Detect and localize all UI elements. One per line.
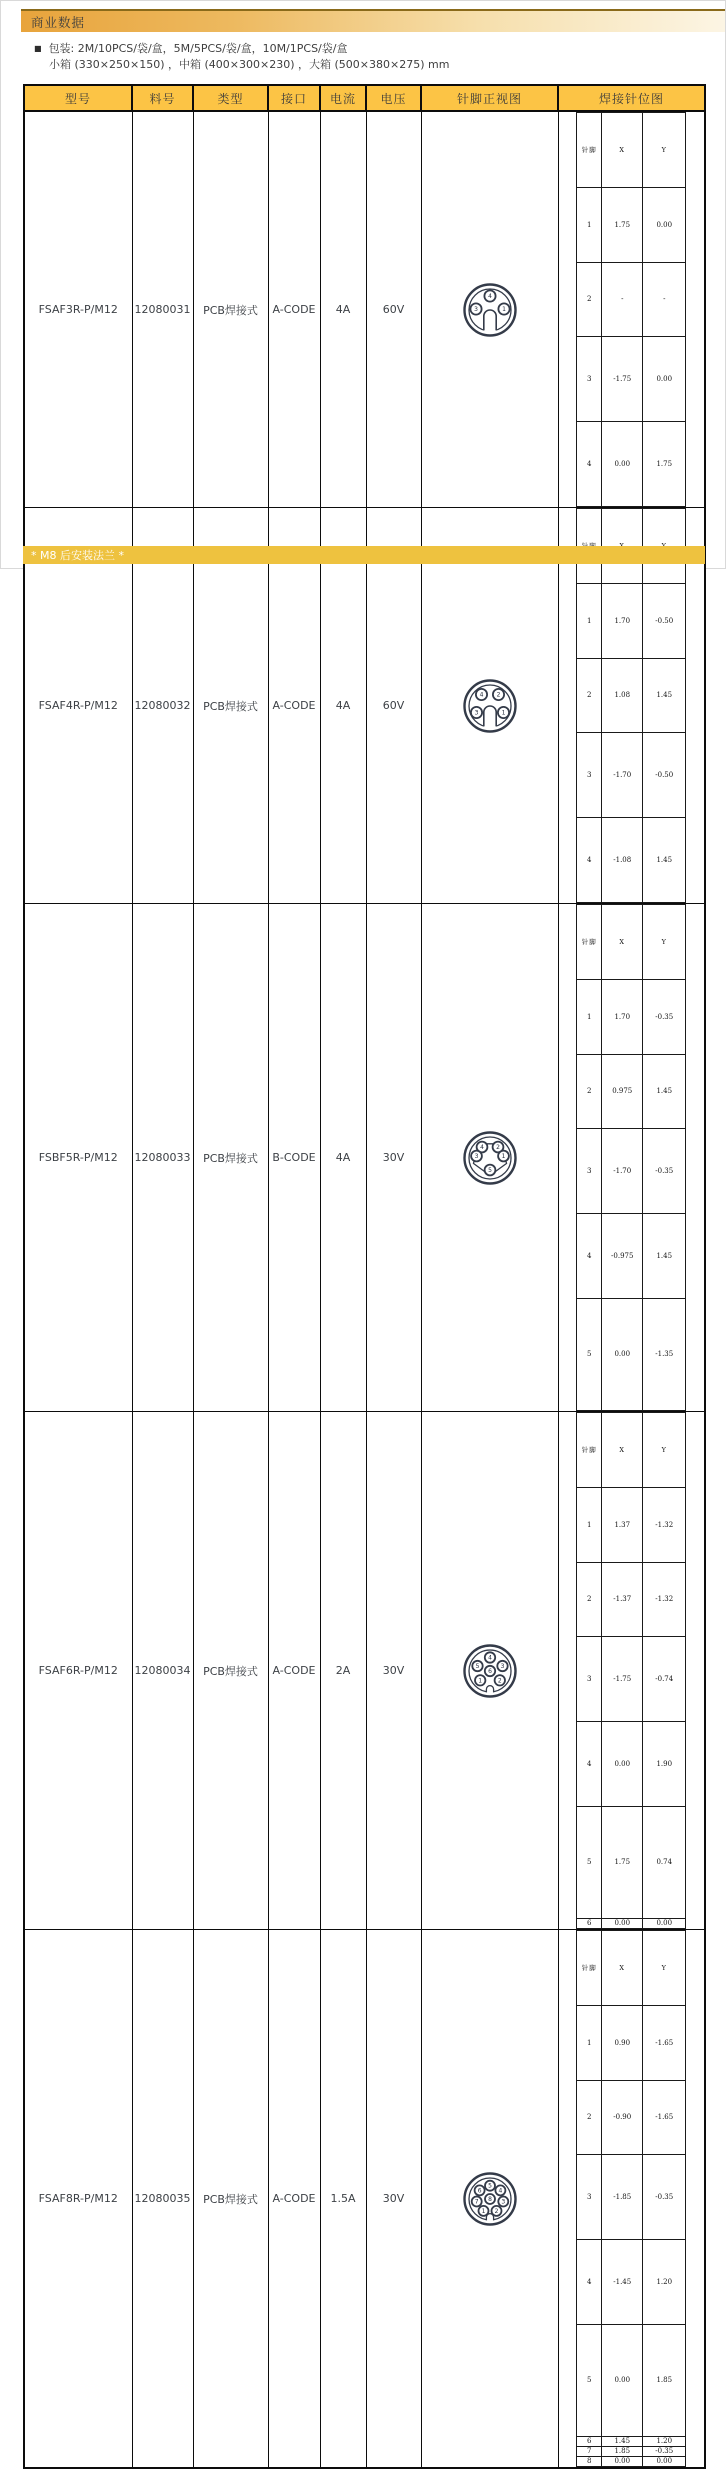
svg-text:3: 3 [473, 305, 478, 313]
pin-table-cell: - [602, 263, 643, 337]
svg-text:3: 3 [474, 1152, 478, 1160]
svg-text:2: 2 [497, 1676, 502, 1684]
pin-table-cell: 1.08 [602, 659, 643, 733]
pin-table-header: Y [643, 1413, 686, 1488]
pin-table-header: 针脚 [577, 905, 602, 980]
svg-text:5: 5 [487, 2182, 492, 2190]
pin-table-cell: -0.35 [643, 2155, 686, 2240]
pin-table-cell: -1.37 [602, 1563, 643, 1637]
pin-table-cell: -1.32 [643, 1488, 686, 1563]
model-cell: FSAF6R-P/M12 [24, 1412, 132, 1930]
pin-front-view-cell [421, 111, 558, 508]
pin-table-cell: 1.37 [602, 1488, 643, 1563]
pin-table-cell: 2 [577, 2081, 602, 2155]
table-row [24, 1930, 705, 2469]
pin-table-row [577, 188, 686, 263]
pin-table-cell: 4 [577, 2240, 602, 2325]
pin-table-cell: 1.45 [602, 2437, 643, 2447]
pin-table-cell: 0.00 [643, 1919, 686, 1929]
pin-table-cell: -0.35 [643, 2447, 686, 2457]
interface-cell: A-CODE [268, 1930, 320, 2469]
pin-table-cell: 0.00 [602, 1299, 643, 1411]
model-cell: FSAF8R-P/M12 [24, 1930, 132, 2469]
footer-note: * M8 后安装法兰 * [31, 549, 124, 562]
pin-table-cell: -1.85 [602, 2155, 643, 2240]
pin-table-cell: 4 [577, 1214, 602, 1299]
pin-table-header: 针脚 [577, 1931, 602, 2006]
solder-pin-map-cell [558, 111, 705, 508]
pin-table-row [577, 1919, 686, 1929]
pin-table-row [577, 1214, 686, 1299]
model-cell: FSAF4R-P/M12 [24, 508, 132, 904]
table-row [24, 508, 705, 904]
pin-table-cell: -1.35 [643, 1299, 686, 1411]
pin-table-cell: -1.32 [643, 1563, 686, 1637]
svg-text:6: 6 [487, 1667, 492, 1675]
pin-front-view-diagram [457, 1125, 523, 1191]
interface-cell: B-CODE [268, 904, 320, 1412]
footer-note-bar [23, 546, 705, 564]
svg-text:3: 3 [474, 709, 478, 716]
pin-table-cell: 6 [577, 1919, 602, 1929]
pin-table-cell: 3 [577, 2155, 602, 2240]
interface-cell: A-CODE [268, 1412, 320, 1930]
pin-table-header: 针脚 [577, 113, 602, 188]
pin-table-cell: -0.50 [643, 733, 686, 818]
pin-table-cell: -0.90 [602, 2081, 643, 2155]
pin-table-cell: 0.00 [643, 2457, 686, 2467]
pin-table-cell: 0.00 [602, 1722, 643, 1807]
pin-table-cell: 1.75 [602, 188, 643, 263]
pin-table-cell: 1 [577, 1488, 602, 1563]
pin-table-row [577, 1488, 686, 1563]
solder-pin-table [576, 904, 686, 1411]
pin-table-header: Y [643, 113, 686, 188]
pin-table-cell: 1.85 [602, 2447, 643, 2457]
svg-text:1: 1 [477, 1676, 482, 1684]
pin-table-header: 针脚 [577, 1413, 602, 1488]
pin-table-cell: 0.00 [602, 422, 643, 507]
interface-cell: A-CODE [268, 111, 320, 508]
pin-table-cell: 1.85 [643, 2325, 686, 2437]
part-number-cell: 12080033 [132, 904, 193, 1412]
pin-table-cell: 2 [577, 263, 602, 337]
pin-table-cell: -1.45 [602, 2240, 643, 2325]
part-number-cell: 12080035 [132, 1930, 193, 2469]
column-header: 电压 [366, 85, 421, 111]
svg-text:2: 2 [494, 2207, 498, 2215]
pin-table-cell: 3 [577, 733, 602, 818]
pin-table-cell: 3 [577, 337, 602, 422]
svg-text:6: 6 [477, 2186, 482, 2194]
pin-table-row [577, 980, 686, 1055]
pin-table-cell: -1.70 [602, 1129, 643, 1214]
pin-table-cell: 5 [577, 1807, 602, 1919]
type-cell: PCB焊接式 [193, 1412, 268, 1930]
spec-table-header-row [24, 85, 705, 111]
column-header: 针脚正视图 [421, 85, 558, 111]
pin-table-cell: 4 [577, 818, 602, 903]
type-cell: PCB焊接式 [193, 1930, 268, 2469]
type-cell: PCB焊接式 [193, 904, 268, 1412]
solder-pin-map-cell [558, 1412, 705, 1930]
solder-pin-table [576, 1412, 686, 1929]
pin-table-cell: 1.20 [643, 2437, 686, 2447]
column-header: 型号 [24, 85, 132, 111]
svg-text:4: 4 [497, 2186, 502, 2194]
pin-table-cell: 7 [577, 2447, 602, 2457]
pin-table-header: Y [643, 905, 686, 980]
solder-pin-table [576, 1930, 686, 2467]
pin-table-header: X [602, 1931, 643, 2006]
pin-table-row [577, 2240, 686, 2325]
pin-table-cell: -1.08 [602, 818, 643, 903]
solder-pin-table [576, 112, 686, 507]
current-cell: 4A [320, 111, 366, 508]
pin-table-row [577, 733, 686, 818]
pin-table-cell: 5 [577, 1299, 602, 1411]
pin-table-cell: 2 [577, 1055, 602, 1129]
svg-text:4: 4 [487, 1654, 492, 1661]
pin-table-cell: 1 [577, 188, 602, 263]
pin-table-cell: 4 [577, 422, 602, 507]
square-bullet-icon: ■ [34, 44, 42, 53]
packaging-line-1 [34, 41, 449, 57]
pin-table-cell: 1.75 [643, 422, 686, 507]
voltage-cell: 60V [366, 111, 421, 508]
pin-table-row [577, 2447, 686, 2457]
svg-text:5: 5 [475, 1662, 479, 1670]
svg-text:8: 8 [487, 2195, 492, 2203]
pin-front-view-cell [421, 904, 558, 1412]
pin-table-cell: 0.90 [602, 2006, 643, 2081]
pin-table-row [577, 263, 686, 337]
pin-table-row [577, 584, 686, 659]
svg-text:4: 4 [479, 1143, 484, 1151]
pin-table-row [577, 1722, 686, 1807]
pin-table-cell: 1 [577, 980, 602, 1055]
voltage-cell: 30V [366, 1412, 421, 1930]
svg-text:2: 2 [496, 691, 500, 698]
pin-table-cell: 3 [577, 1129, 602, 1214]
pin-table-header: X [602, 905, 643, 980]
packaging-text-1: 包装: 2M/10PCS/袋/盒，5M/5PCS/袋/盒，10M/1PCS/袋/盒 [48, 42, 348, 55]
pin-table-row [577, 337, 686, 422]
pin-front-view-diagram [457, 673, 523, 739]
current-cell: 4A [320, 904, 366, 1412]
pin-table-cell: 0.00 [643, 337, 686, 422]
packaging-info [34, 41, 449, 73]
packaging-text-2: 小箱 (330×250×150) ，中箱 (400×300×230) ，大箱 (500×380×275) mm [49, 58, 450, 71]
svg-text:3: 3 [500, 1662, 504, 1670]
column-header: 焊接针位图 [558, 85, 705, 111]
pin-table-cell: 0.00 [602, 2325, 643, 2437]
current-cell: 4A [320, 508, 366, 904]
pin-table-cell: 1.90 [643, 1722, 686, 1807]
voltage-cell: 60V [366, 508, 421, 904]
svg-text:5: 5 [487, 1166, 492, 1174]
interface-cell: A-CODE [268, 508, 320, 904]
current-cell: 2A [320, 1412, 366, 1930]
pin-table-cell: 6 [577, 2437, 602, 2447]
pin-table-cell: 1.45 [643, 1214, 686, 1299]
pin-table-cell: -0.35 [643, 980, 686, 1055]
pin-table-cell: 2 [577, 659, 602, 733]
svg-text:4: 4 [479, 691, 483, 698]
pin-table-cell: 3 [577, 1637, 602, 1722]
pin-table-cell: 0.00 [643, 188, 686, 263]
pin-table-cell: 1.75 [602, 1807, 643, 1919]
svg-text:4: 4 [487, 292, 492, 300]
table-row [24, 111, 705, 508]
current-cell: 1.5A [320, 1930, 366, 2469]
part-number-cell: 12080032 [132, 508, 193, 904]
solder-pin-map-cell [558, 1930, 705, 2469]
pin-table-row [577, 422, 686, 507]
pin-table-row [577, 1129, 686, 1214]
pin-table-row [577, 2006, 686, 2081]
pin-table-header: Y [643, 1931, 686, 2006]
pin-table-row [577, 1299, 686, 1411]
pin-table-cell: -0.35 [643, 1129, 686, 1214]
pin-table-row [577, 659, 686, 733]
svg-text:1: 1 [501, 709, 505, 716]
pin-front-view-cell [421, 1930, 558, 2469]
column-header: 类型 [193, 85, 268, 111]
svg-text:1: 1 [501, 305, 506, 313]
pin-table-cell: 0.00 [602, 1919, 643, 1929]
svg-text:1: 1 [501, 1152, 505, 1160]
column-header: 料号 [132, 85, 193, 111]
voltage-cell: 30V [366, 904, 421, 1412]
svg-text:7: 7 [474, 2198, 479, 2205]
pin-table-cell: 1.45 [643, 659, 686, 733]
pin-table-cell: 1.45 [643, 818, 686, 903]
part-number-cell: 12080034 [132, 1412, 193, 1930]
voltage-cell: 30V [366, 1930, 421, 2469]
pin-table-cell: -1.65 [643, 2006, 686, 2081]
pin-table-cell: -0.74 [643, 1637, 686, 1722]
pin-table-cell: -0.975 [602, 1214, 643, 1299]
table-row [24, 904, 705, 1412]
spec-table-body [24, 111, 705, 2468]
pin-table-cell: 1.20 [643, 2240, 686, 2325]
column-header: 电流 [320, 85, 366, 111]
pin-table-cell: 0.00 [602, 2457, 643, 2467]
pin-table-cell: - [643, 263, 686, 337]
pin-table-row [577, 2437, 686, 2447]
pin-table-cell: -1.70 [602, 733, 643, 818]
solder-pin-table [576, 508, 686, 903]
pin-table-cell: -0.50 [643, 584, 686, 659]
pin-front-view-diagram [457, 2166, 523, 2232]
pin-table-row [577, 2155, 686, 2240]
pin-table-cell: 0.975 [602, 1055, 643, 1129]
pin-front-view-cell [421, 508, 558, 904]
pin-table-cell: 1 [577, 584, 602, 659]
pin-table-header: X [602, 1413, 643, 1488]
part-number-cell: 12080031 [132, 111, 193, 508]
pin-table-row [577, 1563, 686, 1637]
pin-table-cell: 5 [577, 2325, 602, 2437]
section-title: 商业数据 [31, 14, 86, 30]
pin-table-cell: 0.74 [643, 1807, 686, 1919]
pin-front-view-diagram [457, 1638, 523, 1704]
svg-text:1: 1 [481, 2207, 485, 2215]
model-cell: FSBF5R-P/M12 [24, 904, 132, 1412]
pin-table-cell: 1 [577, 2006, 602, 2081]
type-cell: PCB焊接式 [193, 508, 268, 904]
pin-table-cell: 1.70 [602, 584, 643, 659]
model-cell: FSAF3R-P/M12 [24, 111, 132, 508]
pin-table-row [577, 2457, 686, 2467]
solder-pin-map-cell [558, 904, 705, 1412]
pin-table-cell: 8 [577, 2457, 602, 2467]
pin-table-cell: 1.70 [602, 980, 643, 1055]
pin-table-row [577, 1055, 686, 1129]
pin-table-row [577, 2081, 686, 2155]
pin-table-row [577, 1637, 686, 1722]
pin-table-cell: -1.75 [602, 337, 643, 422]
column-header: 接口 [268, 85, 320, 111]
solder-pin-map-cell [558, 508, 705, 904]
pin-table-cell: 1.45 [643, 1055, 686, 1129]
pin-table-cell: 4 [577, 1722, 602, 1807]
svg-text:2: 2 [495, 1143, 500, 1151]
pin-table-cell: 2 [577, 1563, 602, 1637]
section-title-bar [21, 9, 725, 32]
pin-table-cell: -1.75 [602, 1637, 643, 1722]
pin-table-row [577, 1807, 686, 1919]
table-row [24, 1412, 705, 1930]
pin-table-row [577, 818, 686, 903]
pin-table-row [577, 2325, 686, 2437]
type-cell: PCB焊接式 [193, 111, 268, 508]
pin-table-cell: -1.65 [643, 2081, 686, 2155]
spec-table [23, 84, 706, 2469]
pin-front-view-cell [421, 1412, 558, 1930]
svg-text:3: 3 [500, 2198, 505, 2205]
pin-table-header: X [602, 113, 643, 188]
pin-front-view-diagram [457, 277, 523, 343]
